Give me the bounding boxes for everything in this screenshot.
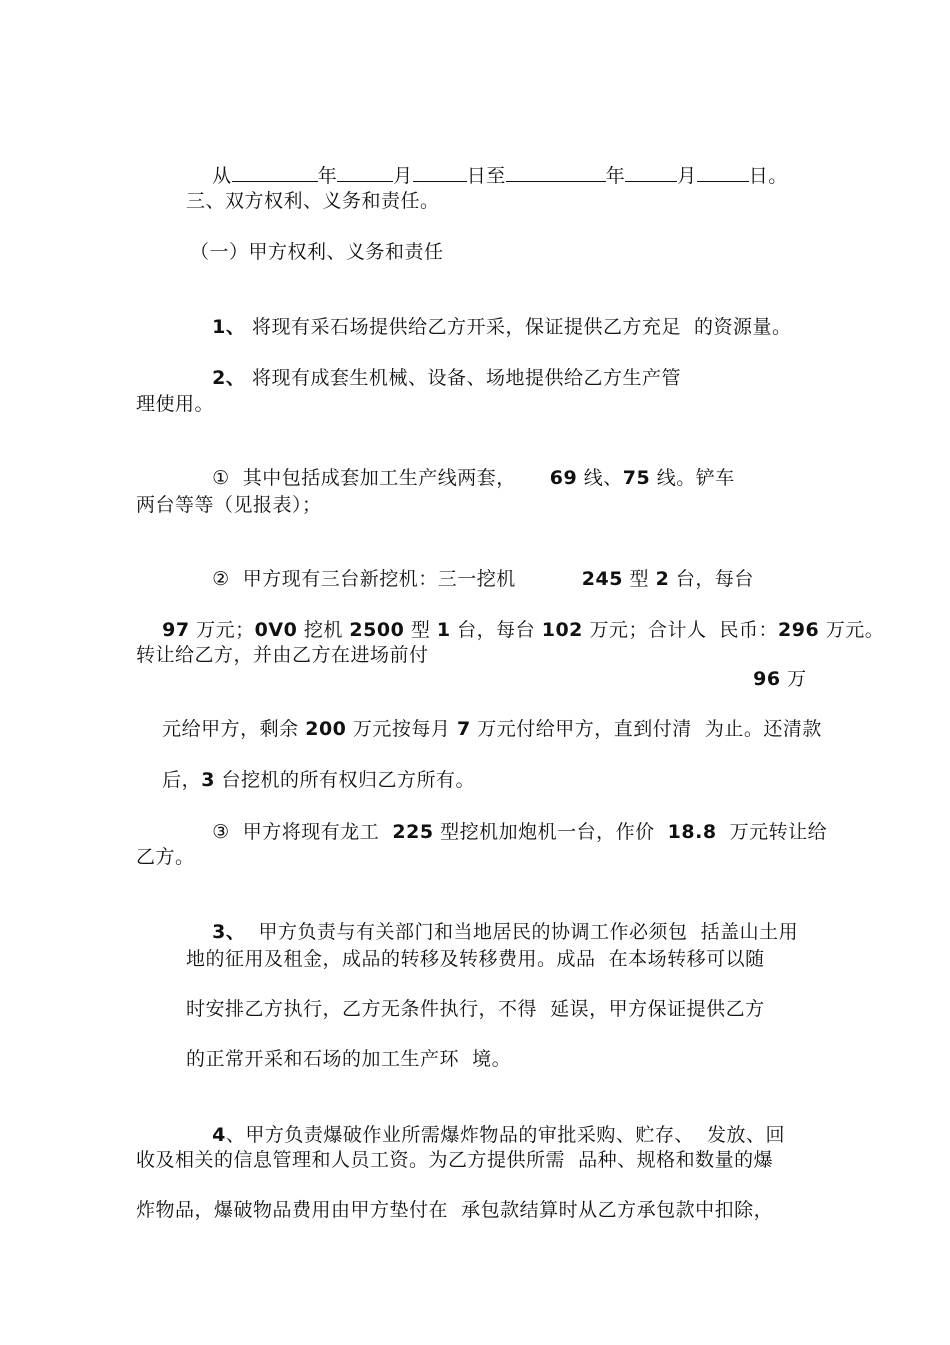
day-label-2: 日。 — [748, 165, 788, 187]
item-1-text: 将现有采石场提供给乙方开采，保证提供乙方充足 的资源量。 — [245, 316, 792, 338]
sub-b-total-296: 296 — [778, 619, 820, 641]
day-label-1: 日至 — [466, 165, 506, 187]
item-3-number: 3、 — [212, 921, 246, 943]
sub-a-text-2: 线、 — [577, 467, 623, 489]
item-2-text: 将现有成套生机械、设备、场地提供给乙方生产管 — [245, 367, 681, 389]
sub-b-text-14: 后， — [162, 769, 202, 791]
year-label-2: 年 — [605, 165, 626, 187]
sub-b-text-5: 挖机 — [297, 619, 350, 641]
sub-b-model-245: 245 — [581, 568, 623, 590]
sub-b-price-97: 97 — [162, 619, 190, 641]
sub-a-line-2: 两台等等（见报表）； — [136, 494, 322, 516]
blank-end-month — [625, 163, 677, 182]
sub-b-text-7: 台，每台 — [450, 619, 542, 641]
sub-c-text-2: 型挖机加炮机一台，作价 — [433, 821, 668, 843]
item-3-line-4: 的正常开采和石场的加工生产环 境。 — [186, 1048, 512, 1070]
sub-a-text-1: ① 其中包括成套加工生产线两套， — [212, 467, 516, 489]
sub-b-text-6: 型 — [404, 619, 437, 641]
sub-b-text-1: ② 甲方现有三台新挖机：三一挖机 — [212, 568, 516, 590]
item-3-line-2: 地的征用及租金，成品的转移及转移费用。成品 在本场转移可以随 — [186, 948, 765, 970]
sub-b-text-3: 台，每台 — [669, 568, 754, 590]
sub-c-model-225: 225 — [392, 821, 434, 843]
sub-b-brand-0v0: 0V0 — [254, 619, 298, 641]
item-2 — [186, 342, 681, 414]
sub-c-price-18-8: 18.8 — [667, 821, 717, 843]
item-3-text-1: 甲方负责与有关部门和当地居民的协调工作必须包 括盖山土用 — [245, 921, 799, 943]
blank-start-day — [413, 163, 467, 182]
sub-b-text-8: 万元；合计人 民币： — [582, 619, 779, 641]
sub-b-monthly-7: 7 — [456, 718, 471, 740]
sub-b-text-2: 型 — [622, 568, 656, 590]
item-1-number: 1、 — [212, 316, 246, 338]
sub-b-text-15: 台挖机的所有权归乙方所有。 — [214, 769, 475, 791]
subsection-1-title: （一）甲方权利、义务和责任 — [190, 241, 444, 263]
item-4-number: 4 — [212, 1124, 226, 1146]
blank-start-month — [337, 163, 393, 182]
item-4-line-3: 炸物品，爆破物品费用由甲方垫付在 承包款结算时从乙方承包款中扣除， — [136, 1199, 774, 1221]
month-label-2: 月 — [677, 165, 697, 187]
year-label-1: 年 — [317, 165, 338, 187]
sub-c-line-1 — [186, 796, 827, 868]
sub-b-prepay-96: 96 — [753, 668, 781, 690]
sub-b-qty-1: 1 — [436, 619, 451, 641]
sub-b-text-11: 元给甲方，剩余 — [162, 718, 306, 740]
item-2-continued: 理使用。 — [136, 393, 215, 415]
sub-b-count-3: 3 — [201, 769, 215, 791]
sub-b-text-13: 万元付给甲方，直到付清 为止。还清款 — [470, 718, 822, 740]
item-3-line-3: 时安排乙方执行，乙方无条件执行，不得 延误，甲方保证提供乙方 — [186, 998, 765, 1020]
item-2-number: 2、 — [212, 367, 246, 389]
sub-c-text-3: 万元转让给 — [716, 821, 828, 843]
blank-start-year — [232, 163, 318, 182]
sub-b-remain-200: 200 — [305, 718, 347, 740]
sub-b-qty-2: 2 — [655, 568, 670, 590]
item-4-line-2: 收及相关的信息管理和人员工资。为乙方提供所需 品种、规格和数量的爆 — [136, 1149, 774, 1171]
sub-b-model-2500: 2500 — [349, 619, 405, 641]
sub-b-text-9: 万元。 — [819, 619, 885, 641]
section-3-title: 三、双方权利、义务和责任。 — [186, 190, 440, 212]
blank-end-year — [506, 163, 606, 182]
sub-c-line-2: 乙方。 — [136, 846, 195, 868]
date-prefix: 从 — [212, 165, 232, 187]
sub-b-text-10: 万 — [780, 668, 807, 690]
sub-a-text-3: 线。铲车 — [650, 467, 735, 489]
sub-c-text-1: ③ 甲方将现有龙工 — [212, 821, 393, 843]
sub-a-number-69: 69 — [549, 467, 578, 489]
sub-a-number-75: 75 — [622, 467, 651, 489]
sub-b-text-4: 万元； — [189, 619, 255, 641]
blank-end-day — [697, 163, 749, 182]
item-4-text-1: 、甲方负责爆破作业所需爆炸物品的审批采购、贮存、 发放、回 — [225, 1124, 785, 1146]
sub-b-line-3a: 转让给乙方，并由乙方在进场前付 — [136, 644, 429, 666]
sub-b-price-102: 102 — [541, 619, 583, 641]
month-label-1: 月 — [393, 165, 413, 187]
sub-b-text-12: 万元按每月 — [346, 718, 457, 740]
